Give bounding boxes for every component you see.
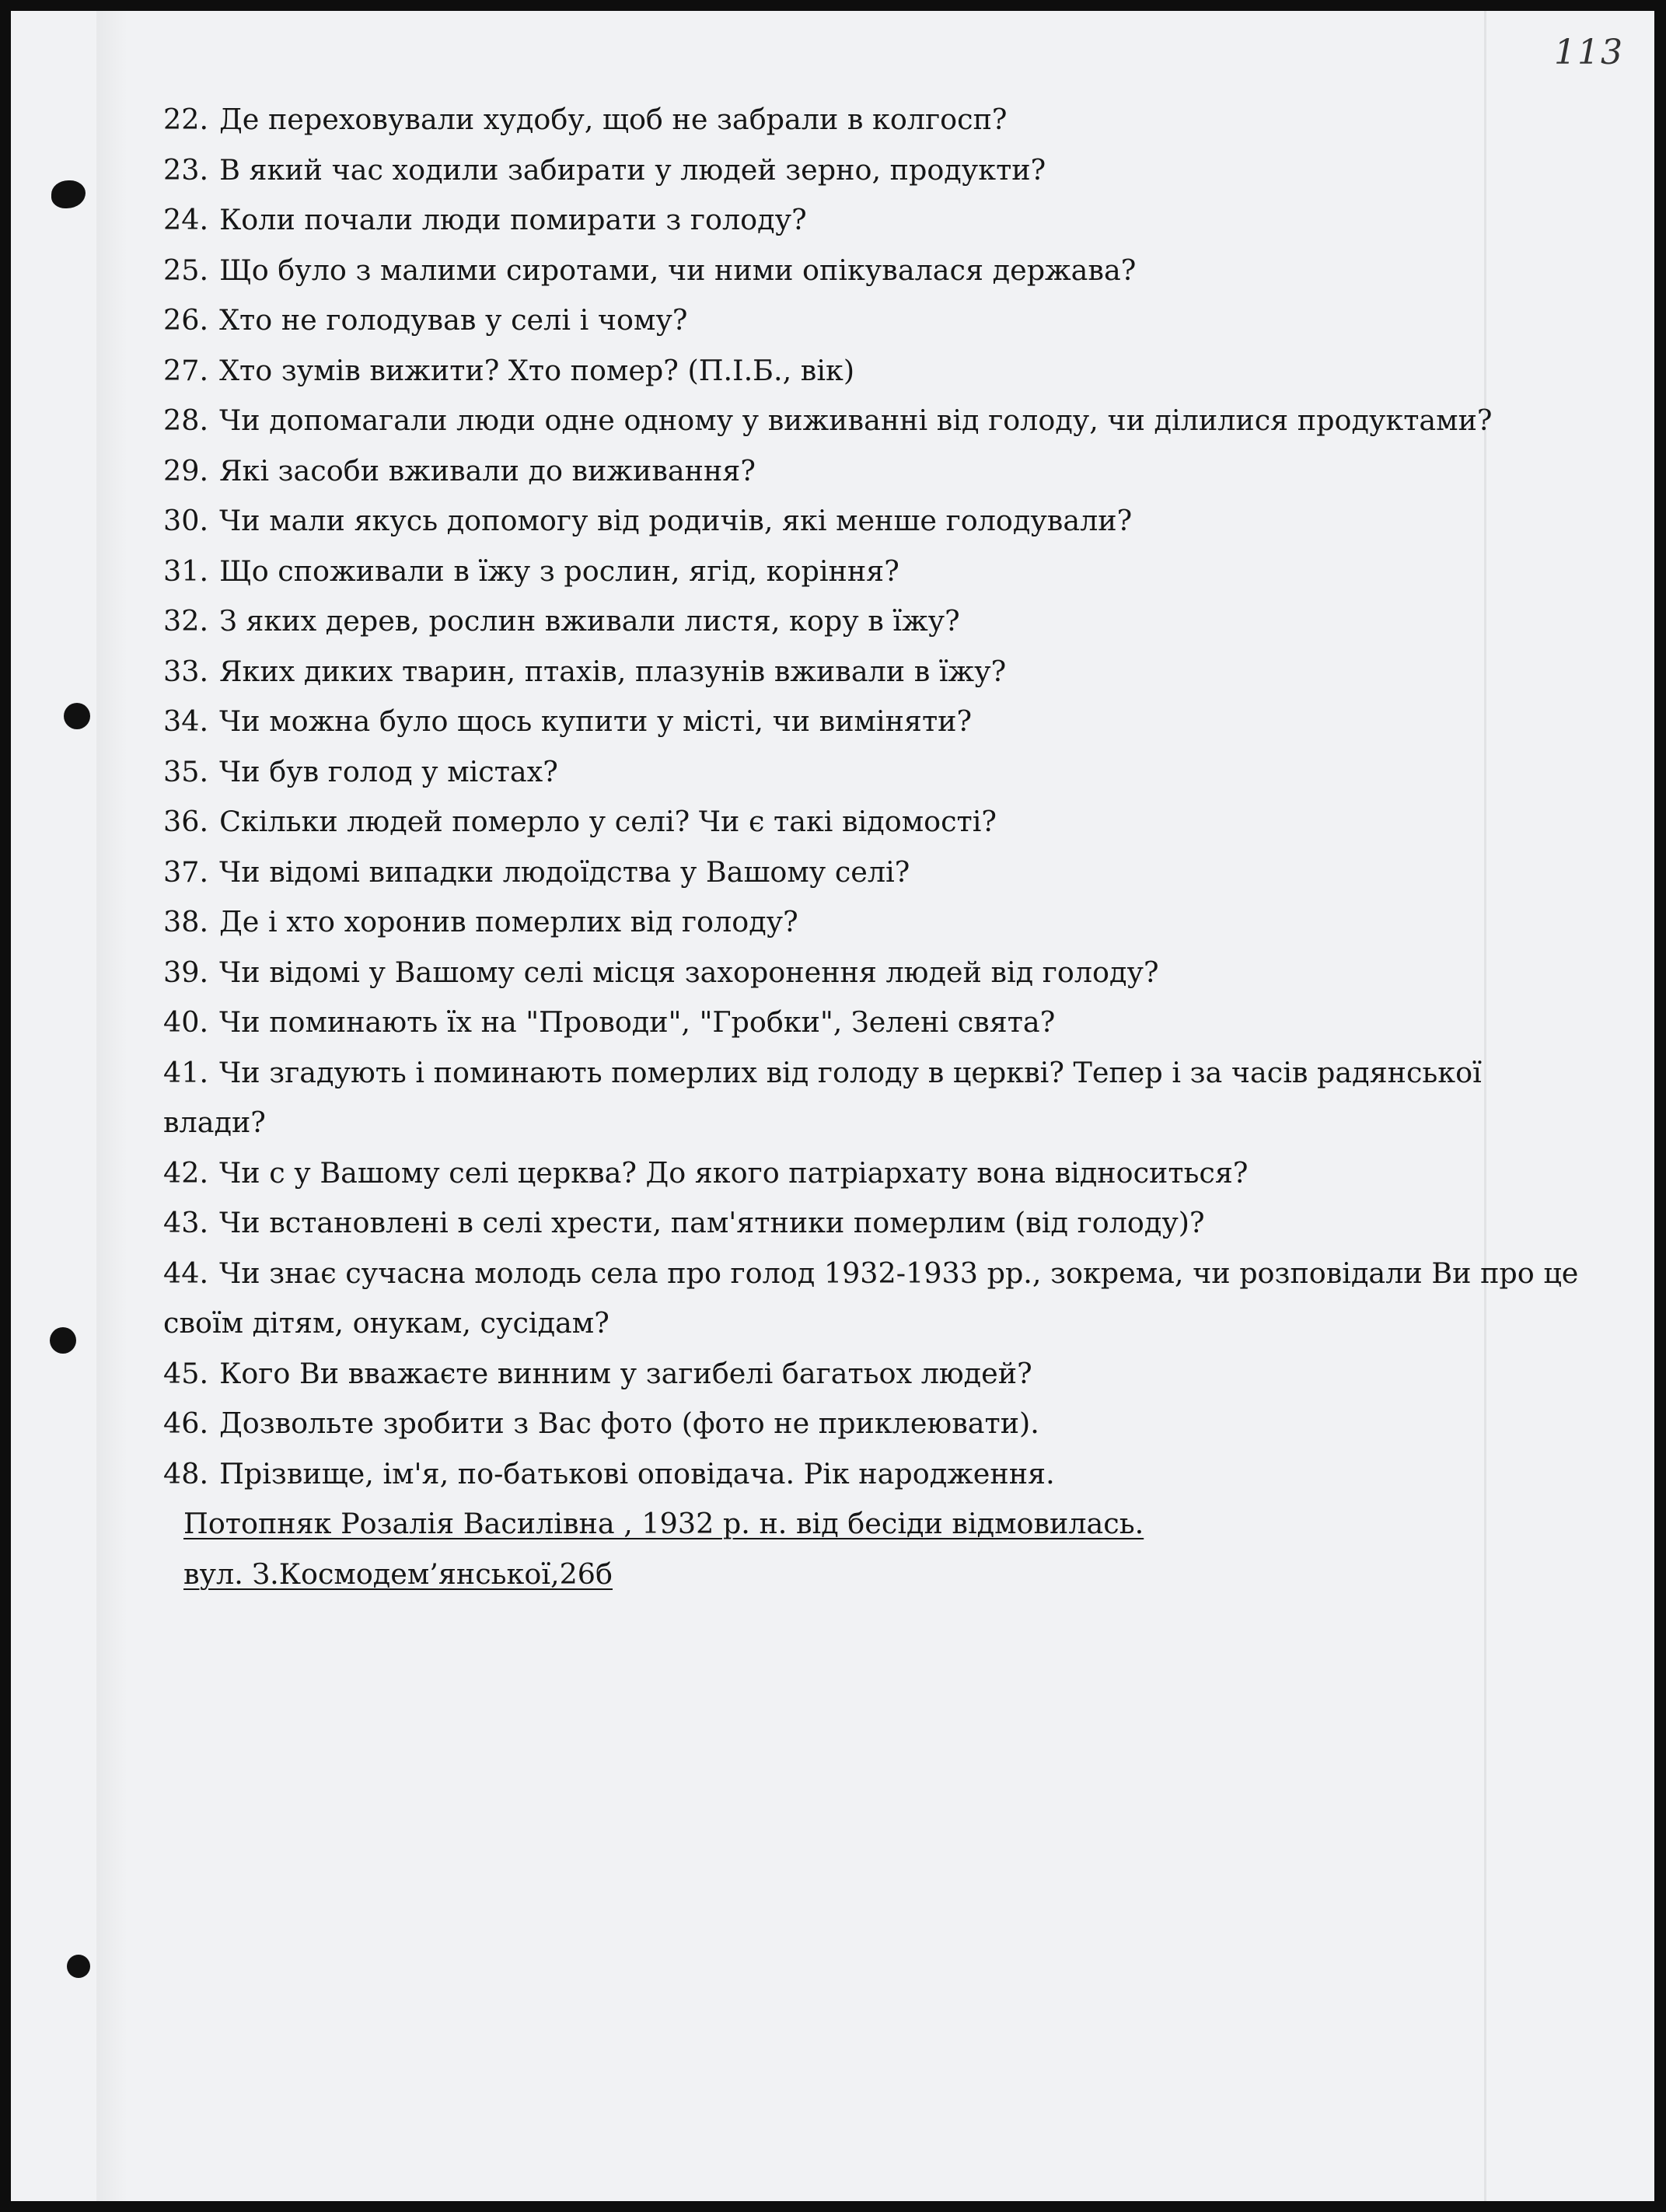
question-text: Чи знає сучасна молодь села про голод 1932-1933 рр., зокрема, чи розповідали Ви про це своїм дітям, онукам, сусідам?	[163, 1256, 1579, 1340]
question-number: 43.	[163, 1206, 209, 1239]
question-number: 45.	[163, 1356, 209, 1390]
question-number: 27.	[163, 353, 209, 387]
question-text: Кого Ви вважаєте винним у загибелі багатьох людей?	[219, 1356, 1032, 1390]
question-item	[163, 446, 1586, 497]
question-text: Прізвище, ім'я, по-батькові оповідача. Рік народження.	[219, 1456, 1055, 1490]
question-text: Чи с у Вашому селі церква? До якого патріархату вона відноситься?	[219, 1155, 1249, 1190]
question-number: 38.	[163, 905, 209, 938]
question-text: Скільки людей померло у селі? Чи є такі відомості?	[219, 805, 997, 838]
question-item	[163, 1198, 1586, 1249]
question-item	[163, 697, 1586, 747]
punch-hole	[50, 1327, 76, 1354]
question-item	[163, 747, 1586, 798]
question-text: Чи допомагали люди одне одному у виживанні від голоду, чи ділилися продуктами?	[219, 404, 1493, 437]
question-number: 23.	[163, 152, 209, 187]
handwritten-page-number: 113	[1554, 33, 1624, 72]
question-item	[163, 295, 1586, 346]
question-number: 41.	[163, 1055, 209, 1089]
question-item	[163, 547, 1586, 597]
question-number: 31.	[163, 554, 209, 588]
question-text: Що було з малими сиротами, чи ними опікувалася держава?	[219, 253, 1137, 287]
question-number: 35.	[163, 754, 209, 788]
question-number: 24.	[163, 203, 209, 236]
question-item	[163, 1349, 1586, 1400]
punch-hole	[67, 1955, 90, 1978]
question-number: 42.	[163, 1155, 209, 1190]
question-text: Коли почали люди помирати з голоду?	[219, 203, 807, 236]
question-number: 25.	[163, 253, 209, 287]
question-item	[163, 346, 1586, 397]
punch-hole	[51, 180, 86, 208]
question-text: Де і хто хоронив померлих від голоду?	[219, 905, 798, 938]
question-item	[163, 496, 1586, 547]
question-item	[163, 195, 1586, 246]
question-item	[163, 95, 1586, 145]
question-text: Чи поминають їх на "Проводи", "Гробки", Зелені свята?	[219, 1005, 1056, 1039]
question-number: 37.	[163, 854, 209, 889]
question-text: Яких диких тварин, птахів, плазунів вживали в їжу?	[219, 654, 1007, 688]
question-number: 44.	[163, 1256, 209, 1290]
question-text: Чи мали якусь допомогу від родичів, які менше голодували?	[219, 504, 1133, 537]
question-number: 36.	[163, 805, 209, 838]
question-item	[163, 897, 1586, 948]
question-number: 39.	[163, 955, 209, 989]
question-item	[163, 246, 1586, 296]
respondent-name-line: Потопняк Розалія Василівна , 1932 р. н. від бесіди відмовилась.	[183, 1507, 1144, 1540]
question-item	[163, 1048, 1586, 1148]
question-text: В який час ходили забирати у людей зерно, продукти?	[219, 152, 1046, 187]
question-item	[163, 647, 1586, 697]
question-text: Хто зумів вижити? Хто помер? (П.І.Б., вік)	[219, 353, 855, 387]
question-item	[163, 1148, 1586, 1199]
question-number: 48.	[163, 1456, 209, 1490]
question-item	[163, 998, 1586, 1048]
question-item	[163, 797, 1586, 847]
question-number: 46.	[163, 1407, 209, 1440]
binding-shadow	[96, 11, 127, 2201]
question-text: З яких дерев, рослин вживали листя, кору в їжу?	[219, 604, 960, 638]
question-text: Де переховували худобу, щоб не забрали в колгосп?	[219, 103, 1008, 136]
question-text: Чи згадують і поминають померлих від голоду в церкві? Тепер і за часів радянської влади?	[163, 1055, 1482, 1139]
question-item	[163, 847, 1586, 898]
question-number: 30.	[163, 504, 209, 537]
question-text: Чи можна було щось купити у місті, чи виміняти?	[219, 704, 973, 738]
question-number: 26.	[163, 303, 209, 337]
question-number: 33.	[163, 654, 209, 688]
question-item	[163, 1399, 1586, 1449]
question-number: 34.	[163, 704, 209, 738]
question-text: Чи відомі випадки людоїдства у Вашому селі?	[219, 854, 910, 889]
question-text: Хто не голодував у селі і чому?	[219, 303, 688, 337]
respondent-address-line: вул. З.Космодем’янської,26б	[183, 1557, 613, 1591]
question-item	[163, 948, 1586, 998]
punch-hole	[64, 703, 90, 729]
question-item	[163, 396, 1586, 446]
question-text: Чи був голод у містах?	[219, 754, 558, 788]
questionnaire-text	[163, 95, 1586, 1599]
question-text: Дозвольте зробити з Вас фото (фото не приклеювати).	[219, 1407, 1039, 1440]
question-number: 22.	[163, 103, 209, 136]
question-number: 40.	[163, 1005, 209, 1039]
question-text: Чи відомі у Вашому селі місця захоронення людей від голоду?	[219, 955, 1159, 989]
paper-sheet	[11, 11, 1654, 2201]
question-number: 28.	[163, 404, 209, 437]
question-text: Чи встановлені в селі хрести, пам'ятники померлим (від голоду)?	[219, 1206, 1205, 1239]
question-item	[163, 1449, 1586, 1500]
question-item	[163, 145, 1586, 196]
question-item	[163, 1249, 1586, 1349]
question-text: Які засоби вживали до виживання?	[219, 453, 756, 487]
question-number: 32.	[163, 604, 209, 638]
question-text: Що споживали в їжу з рослин, ягід, коріння?	[219, 554, 899, 588]
question-item	[163, 596, 1586, 647]
question-number: 29.	[163, 453, 209, 487]
